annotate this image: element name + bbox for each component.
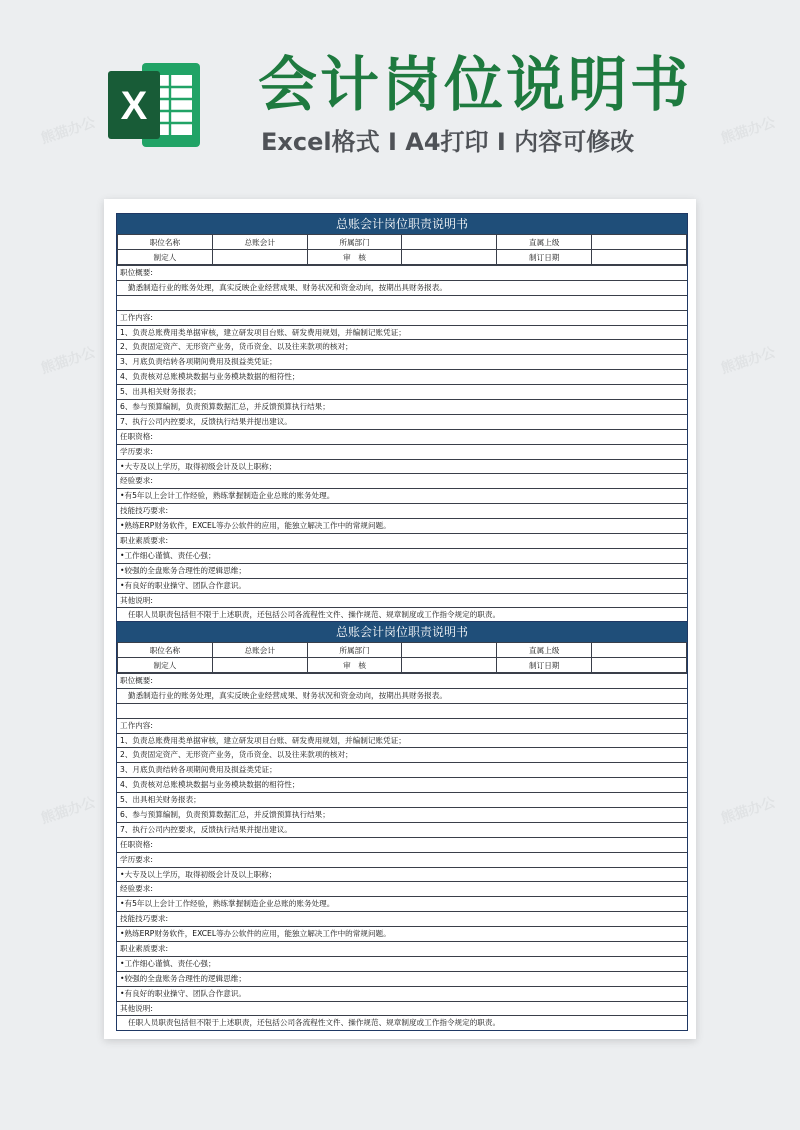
- content-row[interactable]: •大专及以上学历，取得初级会计及以上职称；: [117, 867, 687, 882]
- content-row[interactable]: 工作内容:: [117, 718, 687, 733]
- content-row[interactable]: 职业素质要求:: [117, 941, 687, 956]
- content-row[interactable]: 6、参与预算编制，负责预算数据汇总，并反馈预算执行结果；: [117, 399, 687, 414]
- content-row[interactable]: 职业素质要求:: [117, 533, 687, 548]
- content-row[interactable]: 5、出具相关财务报表；: [117, 792, 687, 807]
- content-row[interactable]: 工作内容:: [117, 310, 687, 325]
- info-cell[interactable]: 审 核: [307, 658, 402, 673]
- info-row: [118, 250, 687, 265]
- info-cell[interactable]: 制定人: [118, 250, 213, 265]
- info-cell[interactable]: [592, 643, 687, 658]
- info-row: [118, 658, 687, 673]
- content-row[interactable]: 任职资格:: [117, 429, 687, 444]
- content-row[interactable]: 经验要求:: [117, 881, 687, 896]
- content-row[interactable]: •大专及以上学历，取得初级会计及以上职称；: [117, 459, 687, 474]
- sheet-title: 总账会计岗位职责说明书: [117, 214, 687, 234]
- watermark: 熊猫办公: [39, 114, 98, 148]
- info-row: [118, 235, 687, 250]
- banner-title: 会计岗位说明书: [258, 50, 693, 119]
- content-row[interactable]: •工作细心谨慎、责任心强；: [117, 956, 687, 971]
- content-row[interactable]: 技能技巧要求:: [117, 503, 687, 518]
- info-cell[interactable]: 直属上级: [497, 235, 592, 250]
- info-cell[interactable]: 职位名称: [118, 643, 213, 658]
- content-row[interactable]: 经验要求:: [117, 473, 687, 488]
- job-description-sheet: [116, 621, 688, 1031]
- content-row[interactable]: [117, 703, 687, 718]
- content-row[interactable]: 4、负责核对总账模块数据与业务模块数据的相符性；: [117, 777, 687, 792]
- content-row[interactable]: 1、负责总账费用类单据审核，建立研发项目台账、研发费用规划，并编制记账凭证；: [117, 733, 687, 748]
- info-cell[interactable]: [212, 658, 307, 673]
- info-cell[interactable]: [592, 250, 687, 265]
- info-cell[interactable]: 审 核: [307, 250, 402, 265]
- watermark: 熊猫办公: [719, 344, 778, 378]
- info-cell[interactable]: 直属上级: [497, 643, 592, 658]
- info-cell[interactable]: 所属部门: [307, 235, 402, 250]
- content-row[interactable]: 其他说明:: [117, 593, 687, 608]
- watermark: 熊猫办公: [39, 344, 98, 378]
- content-row[interactable]: 技能技巧要求:: [117, 911, 687, 926]
- content-row[interactable]: 任职人员职责包括但不限于上述职责，还包括公司各流程性文件、操作规范、规章制度或工作指令规定的职责。: [117, 1015, 687, 1030]
- content-row[interactable]: •有5年以上会计工作经验，熟练掌握制造企业总账的账务处理。: [117, 896, 687, 911]
- content-row[interactable]: 2、负责固定资产、无形资产业务，货币资金、以及往来款项的核对；: [117, 339, 687, 354]
- content-row[interactable]: 其他说明:: [117, 1001, 687, 1016]
- content-row[interactable]: 职位概要:: [117, 265, 687, 280]
- excel-logo-icon: [104, 57, 204, 153]
- content-row[interactable]: 学历要求:: [117, 852, 687, 867]
- info-table: [117, 642, 687, 673]
- content-row[interactable]: 学历要求:: [117, 444, 687, 459]
- content-row[interactable]: 1、负责总账费用类单据审核，建立研发项目台账、研发费用规划，并编制记账凭证；: [117, 325, 687, 340]
- info-cell[interactable]: [402, 235, 497, 250]
- banner-subtitle: Excel格式 I A4打印 I 内容可修改: [261, 128, 635, 156]
- content-row[interactable]: 任职人员职责包括但不限于上述职责，还包括公司各流程性文件、操作规范、规章制度或工作指令规定的职责。: [117, 607, 687, 622]
- content-row[interactable]: •熟练ERP财务软件，EXCEL等办公软件的应用，能独立解决工作中的常规问题。: [117, 926, 687, 941]
- content-row[interactable]: 勤悉制造行业的账务处理，真实反映企业经营成果、财务状况和资金动向，按期出具财务报表。: [117, 280, 687, 295]
- content-row[interactable]: •工作细心谨慎、责任心强；: [117, 548, 687, 563]
- info-cell[interactable]: 职位名称: [118, 235, 213, 250]
- info-cell[interactable]: 总账会计: [212, 643, 307, 658]
- content-row[interactable]: 7、执行公司内控要求，反馈执行结果并提出建议。: [117, 414, 687, 429]
- info-table: [117, 234, 687, 265]
- content-row[interactable]: 7、执行公司内控要求，反馈执行结果并提出建议。: [117, 822, 687, 837]
- info-cell[interactable]: 所属部门: [307, 643, 402, 658]
- content-row[interactable]: •有良好的职业操守、团队合作意识。: [117, 578, 687, 593]
- document-paper: [104, 199, 696, 1039]
- info-cell[interactable]: [402, 643, 497, 658]
- content-row[interactable]: 4、负责核对总账模块数据与业务模块数据的相符性；: [117, 369, 687, 384]
- watermark: 熊猫办公: [719, 794, 778, 828]
- info-cell[interactable]: 制订日期: [497, 250, 592, 265]
- content-row[interactable]: 6、参与预算编制，负责预算数据汇总，并反馈预算执行结果；: [117, 807, 687, 822]
- watermark: 熊猫办公: [39, 794, 98, 828]
- content-row[interactable]: 2、负责固定资产、无形资产业务，货币资金、以及往来款项的核对；: [117, 747, 687, 762]
- info-cell[interactable]: 制订日期: [497, 658, 592, 673]
- info-cell[interactable]: [402, 250, 497, 265]
- content-row[interactable]: •有良好的职业操守、团队合作意识。: [117, 986, 687, 1001]
- content-row[interactable]: 职位概要:: [117, 673, 687, 688]
- content-row[interactable]: 3、月底负责结转各项期间费用及损益类凭证；: [117, 762, 687, 777]
- logo-letter: X: [120, 84, 148, 128]
- info-cell[interactable]: [592, 658, 687, 673]
- sheet-title: 总账会计岗位职责说明书: [117, 622, 687, 642]
- content-row[interactable]: 3、月底负责结转各项期间费用及损益类凭证；: [117, 354, 687, 369]
- info-cell[interactable]: 总账会计: [212, 235, 307, 250]
- info-row: [118, 643, 687, 658]
- info-cell[interactable]: [402, 658, 497, 673]
- content-row[interactable]: 5、出具相关财务报表；: [117, 384, 687, 399]
- content-row[interactable]: •较强的全盘账务合理性的逻辑思维；: [117, 971, 687, 986]
- content-row[interactable]: [117, 295, 687, 310]
- content-row[interactable]: 勤悉制造行业的账务处理，真实反映企业经营成果、财务状况和资金动向，按期出具财务报表。: [117, 688, 687, 703]
- info-cell[interactable]: [592, 235, 687, 250]
- content-row[interactable]: •较强的全盘账务合理性的逻辑思维；: [117, 563, 687, 578]
- watermark: 熊猫办公: [719, 114, 778, 148]
- info-cell[interactable]: 制定人: [118, 658, 213, 673]
- job-description-sheet: [116, 213, 688, 623]
- info-cell[interactable]: [212, 250, 307, 265]
- content-row[interactable]: •有5年以上会计工作经验，熟练掌握制造企业总账的账务处理。: [117, 488, 687, 503]
- content-row[interactable]: •熟练ERP财务软件，EXCEL等办公软件的应用，能独立解决工作中的常规问题。: [117, 518, 687, 533]
- content-row[interactable]: 任职资格:: [117, 837, 687, 852]
